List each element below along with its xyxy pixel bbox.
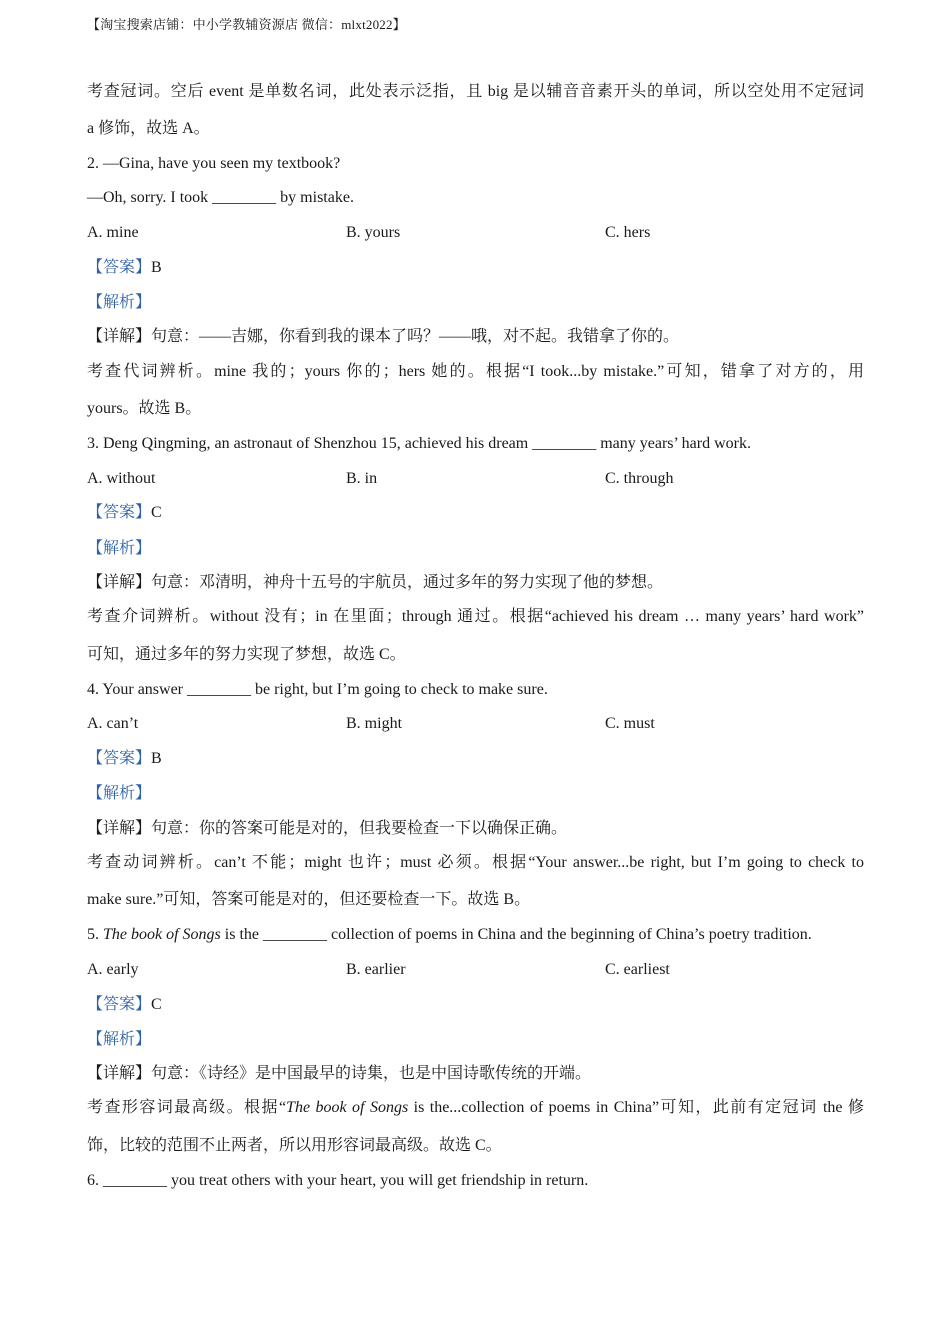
- q1-analysis-line2: a 修饰，故选 A。: [87, 120, 210, 137]
- q4-option-a: A. can’t: [87, 715, 139, 732]
- q5-stem-book-title: The book of Songs: [103, 926, 221, 943]
- answer-value: B: [151, 750, 162, 767]
- answer-tag: 【答案】: [87, 996, 152, 1013]
- q5-option-c: C. earliest: [605, 961, 670, 978]
- q5-analysis-tag: 【解析】: [87, 1031, 152, 1048]
- q4-analysis-tag: 【解析】: [87, 785, 152, 802]
- answer-tag: 【答案】: [87, 504, 152, 521]
- q4-stem: 4. Your answer ________ be right, but I’m going to check to make sure.: [87, 681, 548, 698]
- q3-analysis-line1: 考查介词辨析。without 没有；in 在里面；through 通过。根据“achieved his dream … many years’ hard work”: [87, 608, 864, 625]
- q5-analysis-pre: 考查形容词最高级。根据“: [87, 1099, 287, 1116]
- q2-option-b: B. yours: [346, 224, 401, 241]
- q5-stem-rest: is the ________ collection of poems in China and the beginning of China’s poetry tradition.: [220, 926, 812, 943]
- q4-option-b: B. might: [346, 715, 403, 732]
- q5-answer: [87, 995, 162, 1015]
- q2-option-a: A. mine: [87, 224, 139, 241]
- q5-stem: [87, 925, 812, 945]
- q2-analysis-tag: 【解析】: [87, 294, 152, 311]
- q3-detail: 【详解】句意：邓清明，神舟十五号的宇航员，通过多年的努力实现了他的梦想。: [87, 574, 664, 591]
- q5-option-a: A. early: [87, 961, 139, 978]
- q3-answer: [87, 503, 162, 523]
- q2-stem-line1: 2. —Gina, have you seen my textbook?: [87, 155, 341, 172]
- q3-option-c: C. through: [605, 470, 674, 487]
- q5-analysis-line2: 饰，比较的范围不止两者，所以用形容词最高级。故选 C。: [87, 1137, 502, 1154]
- answer-tag: 【答案】: [87, 259, 152, 276]
- q1-analysis-line1: 考查冠词。空后 event 是单数名词，此处表示泛指，且 big 是以辅音音素开头的单词，所以空处用不定冠词: [87, 83, 864, 100]
- q4-detail: 【详解】句意：你的答案可能是对的，但我要检查一下以确保正确。: [87, 820, 568, 837]
- q5-detail: 【详解】句意：《诗经》是中国最早的诗集，也是中国诗歌传统的开端。: [87, 1065, 592, 1082]
- q3-option-b: B. in: [346, 470, 378, 487]
- q4-analysis-line1: 考查动词辨析。can’t 不能；might 也许；must 必须。根据“Your answer...be right, but I’m going to check to: [87, 854, 864, 871]
- q2-answer: [87, 258, 162, 278]
- answer-tag: 【答案】: [87, 750, 152, 767]
- q5-analysis-post: is the...collection of poems in China”可知，此前有定冠词 the 修: [408, 1099, 864, 1116]
- q4-answer: [87, 749, 162, 769]
- q6-stem: 6. ________ you treat others with your heart, you will get friendship in return.: [87, 1172, 589, 1189]
- q3-analysis-tag: 【解析】: [87, 540, 152, 557]
- q2-stem-line2: —Oh, sorry. I took ________ by mistake.: [87, 189, 354, 206]
- q5-option-b: B. earlier: [346, 961, 406, 978]
- q3-stem: 3. Deng Qingming, an astronaut of Shenzhou 15, achieved his dream ________ many years’ hard work.: [87, 435, 751, 452]
- q5-stem-prefix: 5.: [87, 926, 103, 943]
- q2-analysis-line1: 考查代词辨析。mine 我的；yours 你的；hers 她的。根据“I took...by mistake.”可知，错拿了对方的，用: [87, 363, 864, 380]
- q3-analysis-line2: 可知，通过多年的努力实现了梦想，故选 C。: [87, 646, 406, 663]
- answer-value: B: [151, 259, 162, 276]
- q3-option-a: A. without: [87, 470, 156, 487]
- q2-analysis-line2: yours。故选 B。: [87, 400, 202, 417]
- q2-detail: 【详解】句意：——吉娜，你看到我的课本了吗？——哦，对不起。我错拿了你的。: [87, 328, 680, 345]
- q2-option-c: C. hers: [605, 224, 651, 241]
- q5-analysis-book-title: The book of Songs: [286, 1099, 409, 1116]
- q5-analysis-line1: [87, 1098, 864, 1118]
- page-header-watermark: 【淘宝搜索店铺：中小学教辅资源店 微信：mlxt2022】: [87, 17, 406, 32]
- answer-value: C: [151, 996, 162, 1013]
- answer-value: C: [151, 504, 162, 521]
- q4-option-c: C. must: [605, 715, 655, 732]
- q4-analysis-line2: make sure.”可知，答案可能是对的，但还要检查一下。故选 B。: [87, 891, 531, 908]
